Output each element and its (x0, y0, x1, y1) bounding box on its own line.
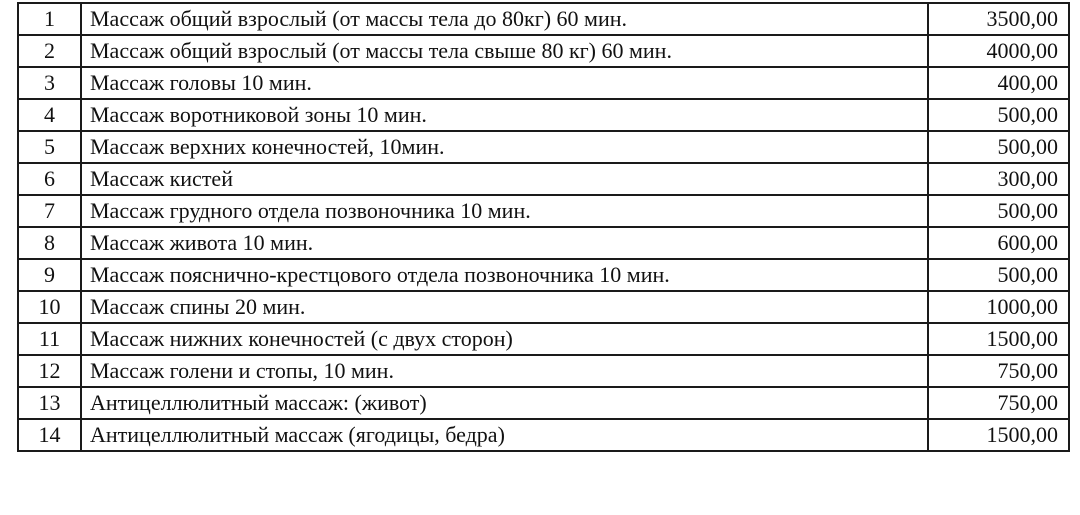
table-row (18, 163, 1069, 195)
table-row (18, 131, 1069, 163)
table-row (18, 323, 1069, 355)
service-name: Антицеллюлитный массаж: (живот) (81, 387, 928, 419)
service-price: 600,00 (928, 227, 1069, 259)
service-name: Массаж живота 10 мин. (81, 227, 928, 259)
table-row (18, 195, 1069, 227)
service-price: 3500,00 (928, 3, 1069, 35)
row-number: 7 (18, 195, 81, 227)
service-price: 500,00 (928, 195, 1069, 227)
service-name: Массаж нижних конечностей (с двух сторон) (81, 323, 928, 355)
price-list-table (17, 2, 1070, 452)
service-price: 1500,00 (928, 323, 1069, 355)
service-price: 4000,00 (928, 35, 1069, 67)
service-name: Массаж верхних конечностей, 10мин. (81, 131, 928, 163)
row-number: 2 (18, 35, 81, 67)
row-number: 5 (18, 131, 81, 163)
row-number: 1 (18, 3, 81, 35)
service-price: 500,00 (928, 99, 1069, 131)
row-number: 9 (18, 259, 81, 291)
row-number: 14 (18, 419, 81, 451)
service-name: Массаж общий взрослый (от массы тела свыше 80 кг) 60 мин. (81, 35, 928, 67)
service-price: 750,00 (928, 355, 1069, 387)
service-price: 1000,00 (928, 291, 1069, 323)
row-number: 4 (18, 99, 81, 131)
table-row (18, 355, 1069, 387)
service-name: Массаж кистей (81, 163, 928, 195)
table-row (18, 259, 1069, 291)
service-price: 500,00 (928, 259, 1069, 291)
service-name: Массаж спины 20 мин. (81, 291, 928, 323)
table-row (18, 99, 1069, 131)
service-price: 500,00 (928, 131, 1069, 163)
row-number: 6 (18, 163, 81, 195)
price-list-body (18, 3, 1069, 451)
service-name: Массаж воротниковой зоны 10 мин. (81, 99, 928, 131)
table-row (18, 3, 1069, 35)
table-row (18, 35, 1069, 67)
service-price: 300,00 (928, 163, 1069, 195)
table-row (18, 419, 1069, 451)
service-name: Массаж общий взрослый (от массы тела до 80кг) 60 мин. (81, 3, 928, 35)
table-row (18, 67, 1069, 99)
service-name: Массаж голени и стопы, 10 мин. (81, 355, 928, 387)
table-row (18, 227, 1069, 259)
row-number: 11 (18, 323, 81, 355)
service-price: 1500,00 (928, 419, 1069, 451)
row-number: 3 (18, 67, 81, 99)
service-name: Антицеллюлитный массаж (ягодицы, бедра) (81, 419, 928, 451)
service-name: Массаж головы 10 мин. (81, 67, 928, 99)
row-number: 13 (18, 387, 81, 419)
table-row (18, 291, 1069, 323)
row-number: 12 (18, 355, 81, 387)
row-number: 10 (18, 291, 81, 323)
service-price: 750,00 (928, 387, 1069, 419)
row-number: 8 (18, 227, 81, 259)
service-price: 400,00 (928, 67, 1069, 99)
service-name: Массаж пояснично-крестцового отдела позвоночника 10 мин. (81, 259, 928, 291)
service-name: Массаж грудного отдела позвоночника 10 мин. (81, 195, 928, 227)
table-row (18, 387, 1069, 419)
